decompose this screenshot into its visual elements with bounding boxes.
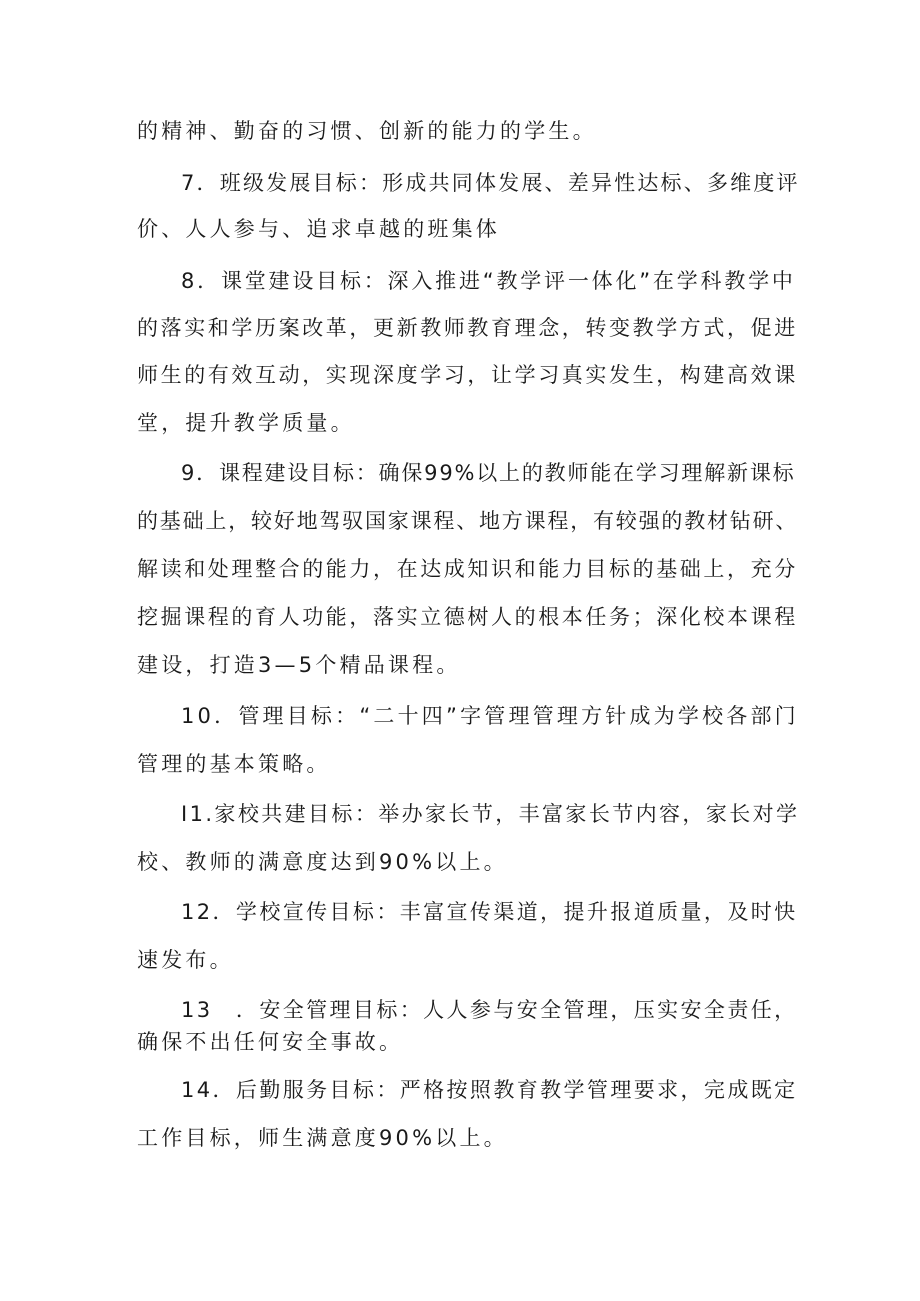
text-line: 挖掘课程的育人功能，落实立德树人的根本任务；深化校本课程 <box>137 605 798 629</box>
text-line: I1.家校共建目标：举办家长节，丰富家长节内容，家长对学 <box>181 802 800 826</box>
text-line: 师生的有效互动，实现深度学习，让学习真实发生，构建高效课 <box>137 363 798 387</box>
text-line: 工作目标，师生满意度90%以上。 <box>137 1126 508 1150</box>
text-line: 解读和处理整合的能力，在达成知识和能力目标的基础上，充分 <box>137 557 798 581</box>
text-line: 12．学校宣传目标：丰富宣传渠道，提升报道质量，及时快 <box>181 900 798 924</box>
text-line: 的精神、勤奋的习惯、创新的能力的学生。 <box>137 119 597 143</box>
text-line: 堂，提升教学质量。 <box>137 411 355 435</box>
text-line: 8．课堂建设目标：深入推进“教学评一体化”在学科教学中 <box>181 269 796 293</box>
text-line: 的基础上，较好地驾驭国家课程、地方课程，有较强的教材钻研、 <box>137 509 799 533</box>
text-line: 管理的基本策略。 <box>137 752 331 776</box>
text-line: 7．班级发展目标：形成共同体发展、差异性达标、多维度评 <box>181 171 800 195</box>
text-line: 9．课程建设目标：确保99%以上的教师能在学习理解新课标 <box>181 461 796 485</box>
text-line: 速发布。 <box>137 948 234 972</box>
text-line: 14．后勤服务目标：严格按照教育教学管理要求，完成既定 <box>181 1078 798 1102</box>
text-line: 10．管理目标：“二十四”字管理管理方针成为学校各部门 <box>181 704 799 728</box>
text-line: 价、人人参与、追求卓越的班集体 <box>137 217 500 241</box>
text-line: 13 ．安全管理目标：人人参与安全管理，压实安全责任， <box>181 998 798 1022</box>
text-line: 建设，打造3—5个精品课程。 <box>137 653 461 677</box>
text-line: 校、教师的满意度达到90%以上。 <box>137 850 508 874</box>
text-line: 确保不出任何安全事故。 <box>137 1030 404 1054</box>
text-line: 的落实和学历案改革，更新教师教育理念，转变教学方式，促进 <box>137 316 798 340</box>
